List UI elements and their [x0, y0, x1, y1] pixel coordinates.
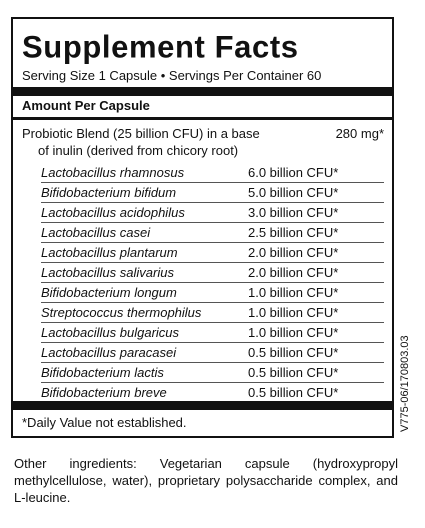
strain-amount: 0.5 billion CFU*	[248, 385, 339, 400]
strain-row	[13, 283, 392, 303]
strain-amount: 1.0 billion CFU*	[248, 325, 339, 340]
strain-amount: 2.0 billion CFU*	[248, 245, 339, 260]
strain-row	[13, 303, 392, 323]
strain-amount: 5.0 billion CFU*	[248, 185, 339, 200]
product-code: V775-06/170803.03	[399, 335, 411, 432]
strain-amount: 1.0 billion CFU*	[248, 285, 339, 300]
blend-description-line-2: of inulin (derived from chicory root)	[38, 143, 239, 158]
strain-name: Lactobacillus casei	[41, 225, 151, 240]
blend-description-line-1: Probiotic Blend (25 billion CFU) in a base	[22, 126, 260, 141]
strain-amount: 6.0 billion CFU*	[248, 165, 339, 180]
strain-row	[13, 223, 392, 243]
strain-amount: 0.5 billion CFU*	[248, 365, 339, 380]
strain-name: Streptococcus thermophilus	[41, 305, 202, 320]
strain-name: Lactobacillus paracasei	[41, 345, 177, 360]
daily-value-footnote: *Daily Value not established.	[22, 415, 187, 430]
blend-amount: 280 mg*	[335, 126, 384, 141]
strain-amount: 2.0 billion CFU*	[248, 265, 339, 280]
strain-name: Lactobacillus plantarum	[41, 245, 178, 260]
strain-row	[13, 363, 392, 383]
strain-name: Bifidobacterium longum	[41, 285, 177, 300]
strain-list	[13, 163, 392, 403]
strain-name: Lactobacillus acidophilus	[41, 205, 185, 220]
amount-per-capsule-header: Amount Per Capsule	[22, 98, 150, 113]
strain-row	[13, 383, 392, 403]
strain-name: Lactobacillus rhamnosus	[41, 165, 185, 180]
strain-name: Lactobacillus salivarius	[41, 265, 174, 280]
strain-row	[13, 243, 392, 263]
panel-title: Supplement Facts	[22, 29, 299, 65]
supplement-facts-panel	[11, 17, 394, 438]
strain-row	[13, 343, 392, 363]
strain-amount: 2.5 billion CFU*	[248, 225, 339, 240]
strain-row	[13, 183, 392, 203]
strain-row	[13, 163, 392, 183]
strain-row	[13, 263, 392, 283]
strain-amount: 3.0 billion CFU*	[248, 205, 339, 220]
strain-amount: 1.0 billion CFU*	[248, 305, 339, 320]
strain-amount: 0.5 billion CFU*	[248, 345, 339, 360]
thick-divider	[13, 87, 392, 96]
other-ingredients: Other ingredients: Vegetarian capsule (hydroxypropyl methylcellulose, water), proprietary polysaccharide complex, and L-leucine.	[14, 456, 398, 505]
strain-row	[13, 203, 392, 223]
strain-name: Lactobacillus bulgaricus	[41, 325, 180, 340]
strain-name: Bifidobacterium breve	[41, 385, 167, 400]
strain-name: Bifidobacterium lactis	[41, 365, 164, 380]
thick-divider-bottom	[13, 401, 392, 410]
header-divider	[13, 117, 392, 120]
serving-info: Serving Size 1 Capsule • Servings Per Container 60	[22, 68, 322, 83]
strain-row	[13, 323, 392, 343]
strain-name: Bifidobacterium bifidum	[41, 185, 177, 200]
